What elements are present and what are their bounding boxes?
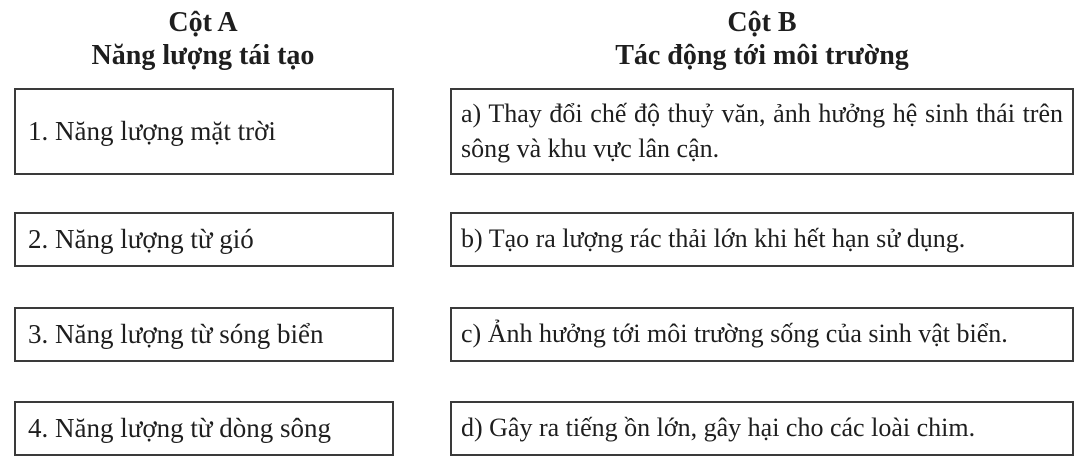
column-b-title: Cột B [727,7,797,38]
column-a-item-2-label: 2. Năng lượng từ gió [28,223,254,254]
column-a-item-3 [14,307,394,362]
column-b-item-b [450,212,1074,267]
column-b-item-a [450,88,1074,175]
column-b-item-b-label: b) Tạo ra lượng rác thải lớn khi hết hạn sử dụng. [461,224,966,254]
column-b-item-a-label: a) Thay đổi chế độ thuỷ văn, ảnh hưởng hệ sinh thái trên sông và khu vực lân cận. [461,99,1063,163]
column-a-item-1 [14,88,394,175]
column-a-item-1-label: 1. Năng lượng mặt trời [28,115,276,146]
column-a-item-4 [14,401,394,456]
column-a-title: Cột A [168,7,238,38]
column-b-item-d [450,401,1074,456]
column-b-item-c-label: c) Ảnh hưởng tới môi trường sống của sinh vật biển. [461,319,1008,349]
column-b-header [450,6,1074,72]
column-a-subtitle: Năng lượng tái tạo [91,40,315,71]
column-b-subtitle: Tác động tới môi trường [615,40,909,71]
column-b-item-d-label: d) Gây ra tiếng ồn lớn, gây hại cho các loài chim. [461,413,976,443]
column-b-item-c [450,307,1074,362]
column-a-item-2 [14,212,394,267]
column-a-item-3-label: 3. Năng lượng từ sóng biển [28,318,324,349]
column-a-header [13,6,393,72]
column-a-item-4-label: 4. Năng lượng từ dòng sông [28,412,332,443]
